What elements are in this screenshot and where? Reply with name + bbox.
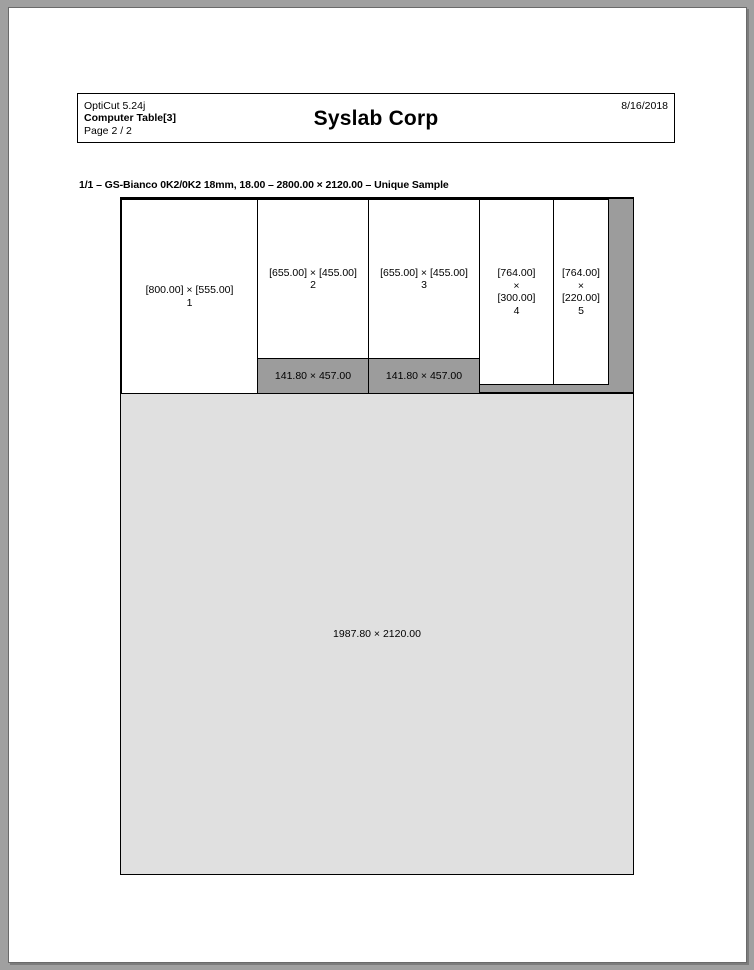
part-5-dim-a: [764.00]	[562, 267, 600, 279]
part-1-dims: [800.00] × [555.00]	[145, 284, 234, 296]
report-header	[77, 93, 675, 143]
part-3-id: 3	[421, 279, 427, 291]
report-date: 8/16/2018	[621, 100, 668, 112]
print-preview-page	[8, 7, 747, 963]
part-5-id: 5	[578, 304, 584, 317]
part-3	[368, 199, 480, 359]
sheet-caption: 1/1 – GS-Bianco 0K2/0K2 18mm, 18.00 – 2800.00 × 2120.00 – Unique Sample	[79, 179, 449, 191]
company-name: Syslab Corp	[313, 107, 439, 130]
offcut-1-dims: 141.80 × 457.00	[274, 370, 352, 382]
part-4-times: ×	[513, 279, 520, 292]
remnant-dims: 1987.80 × 2120.00	[333, 628, 421, 640]
app-version: OptiCut 5.24j	[84, 100, 146, 112]
project-name: Computer Table[3]	[84, 112, 176, 124]
page-number: Page 2 / 2	[84, 125, 132, 137]
part-3-dims: [655.00] × [455.00]	[380, 266, 468, 279]
part-2-id: 2	[310, 279, 316, 291]
part-5-times: ×	[577, 279, 585, 292]
part-1-id: 1	[186, 296, 193, 309]
part-1	[121, 199, 258, 394]
part-4-dim-b: [300.00]	[497, 292, 536, 304]
cutting-sheet	[120, 197, 634, 875]
part-4	[479, 199, 554, 385]
offcut-1	[257, 358, 369, 394]
part-5	[553, 199, 609, 385]
part-4-id: 4	[513, 304, 520, 317]
part-5-dim-b: [220.00]	[562, 292, 600, 304]
part-2-dims: [655.00] × [455.00]	[269, 266, 357, 279]
part-4-dim-a: [764.00]	[497, 267, 536, 279]
cut-strip	[121, 198, 633, 394]
offcut-2-dims: 141.80 × 457.00	[385, 370, 463, 382]
part-2	[257, 199, 369, 359]
remnant-area	[121, 394, 633, 874]
offcut-2	[368, 358, 480, 394]
